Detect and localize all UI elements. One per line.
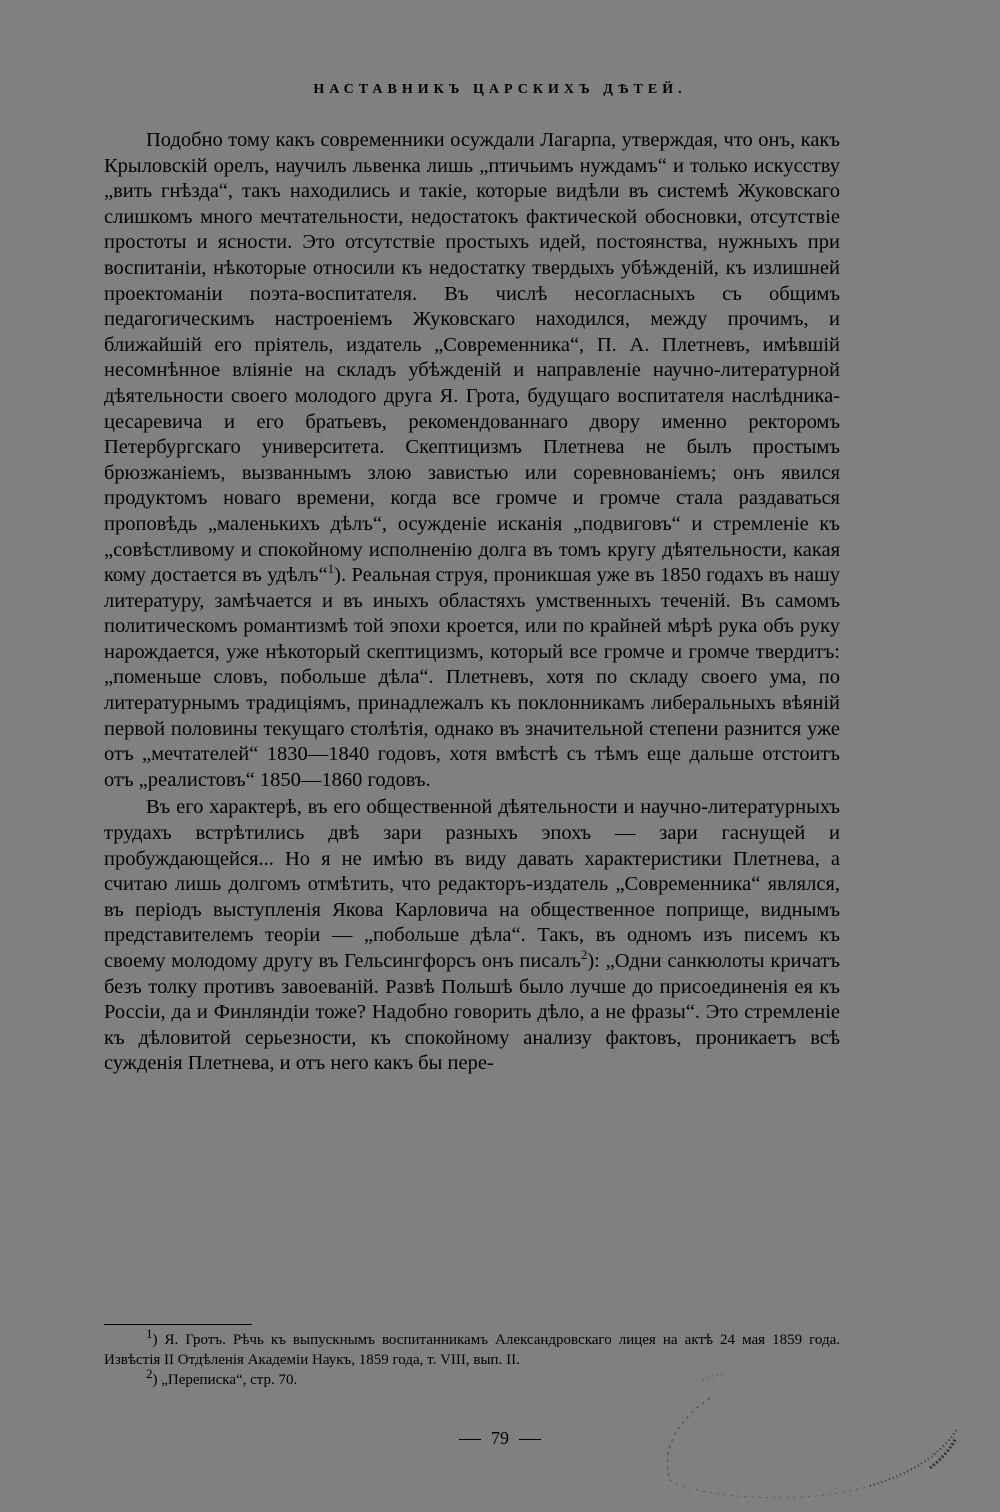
footnote-mark-1: 1 (146, 1326, 153, 1341)
folio-dash-right (519, 1439, 541, 1440)
footnote-ref-1: 1 (327, 561, 335, 577)
footnote-rule (104, 1324, 252, 1325)
folio-dash-left (459, 1439, 481, 1440)
paragraph-2 (104, 795, 840, 1077)
body-text (104, 128, 840, 1077)
paragraph-2-text: Въ его характерѣ, въ его общественной дѣятельности и научно-литературныхъ трудахъ встрѣтились двѣ зари разныхъ эпохъ — зари гаснущей и пробуждающейся... Но я не имѣю въ виду давать характеристики Плетнева, а считаю лишь долгомъ отмѣтить, что редакторъ-издатель „Современника“ являлся, въ періодъ выступленія Якова Карловича на общественное поприще, виднымъ представителемъ теоріи — „побольше дѣла“. Такъ, въ одномъ изъ писемъ къ своему молодому другу въ Гельсингфорсъ онъ писалъ (104, 796, 840, 972)
paper-scuff-mark (640, 1368, 970, 1508)
page-number-text: 79 (491, 1428, 509, 1448)
paragraph-1-text-cont: ). Реальная струя, проникшая уже въ 1850 годахъ въ нашу литературу, замѣчается и въ иныхъ областяхъ умственныхъ теченій. Въ самомъ политическомъ романтизмѣ той эпохи кроется, или по крайней мѣрѣ рука объ руку нарождается, уже нѣкоторый скептицизмъ, который все громче и громче твердитъ: „поменьше словъ, побольше дѣла“. Плетневъ, хотя по складу своего ума, по литературнымъ традиціямъ, принадлежалъ къ поклонникамъ либеральныхъ вѣяній первой половины текущаго столѣтія, однако въ значительной степени разнится уже отъ „мечтателей“ 1830—1840 годовъ, хотя вмѣстѣ съ тѣмъ еще дальше отстоитъ отъ „реалистовъ“ 1850—1860 годовъ. (104, 564, 841, 791)
paragraph-1 (104, 128, 840, 793)
running-head: НАСТАВНИКЪ ЦАРСКИХЪ ДѢТЕЙ. (313, 82, 687, 97)
footnote-1 (104, 1326, 840, 1370)
paragraph-1-text: Подобно тому какъ современники осуждали Лагарпа, утверждая, что онъ, какъ Крыловскій орелъ, научилъ львенка лишь „птичьимъ нуждамъ“ и только искусству „вить гнѣзда“, такъ находились и такіе, которые видѣли въ системѣ Жуковскаго слишкомъ много мечтательности, недостатокъ фактической обосновки, отсутствіе простоты и ясности. Это отсутствіе простыхъ идей, постоянства, нужныхъ при воспитаніи, нѣкоторые относили къ недостатку твердыхъ убѣжденій, къ излишней проектоманіи поэта-воспитателя. Въ числѣ несогласныхъ съ общимъ педагогическимъ настроеніемъ Жуковскаго находился, между прочимъ, и ближайшій его пріятель, издатель „Современника“, П. А. Плетневъ, имѣвшій несомнѣнное вліяніе на складъ убѣжденій и направленіе научно-литературной дѣятельности своего молодого друга Я. Грота, будущаго воспитателя наслѣдника-цесаревича и его братьевъ, рекомендованнаго двору именно ректоромъ Петербургскаго университета. Скептицизмъ Плетнева не былъ простымъ брюзжаніемъ, вызваннымъ злою завистью или соревнованіемъ; онъ явился продуктомъ новаго времени, когда все громче и громче стала раздаваться проповѣдь „маленькихъ дѣлъ“, осужденіе исканія „подвиговъ“ и стремленіе къ „совѣстливому и спокойному исполненію долга въ томъ кругу дѣятельности, какая кому достается въ удѣлъ“ (104, 129, 840, 587)
footnote-1-text: ) Я. Гротъ. Рѣчь къ выпускнымъ воспитанникамъ Александровскаго лицея на актѣ 24 мая 1859 года. Извѣстія II Отдѣленія Академіи Наукъ, 1859 года, т. VIII, вып. II. (104, 1332, 840, 1368)
paragraph-2-text-cont: ): „Одни санкюлоты кричатъ безъ толку противъ завоеваній. Развѣ Польшѣ было лучше до присоединенія ея къ Россіи, да и Финляндіи тоже? Надобно говорить дѣло, а не фразы“. Это стремленіе къ дѣловитой серьезности, къ спокойному анализу фактовъ, проникаетъ всѣ сужденія Плетнева, и отъ него какъ бы пере- (104, 950, 840, 1075)
footnote-2-text: ) „Переписка“, стр. 70. (152, 1372, 298, 1388)
footnote-ref-2: 2 (580, 947, 588, 963)
footnote-mark-2: 2 (146, 1366, 153, 1381)
